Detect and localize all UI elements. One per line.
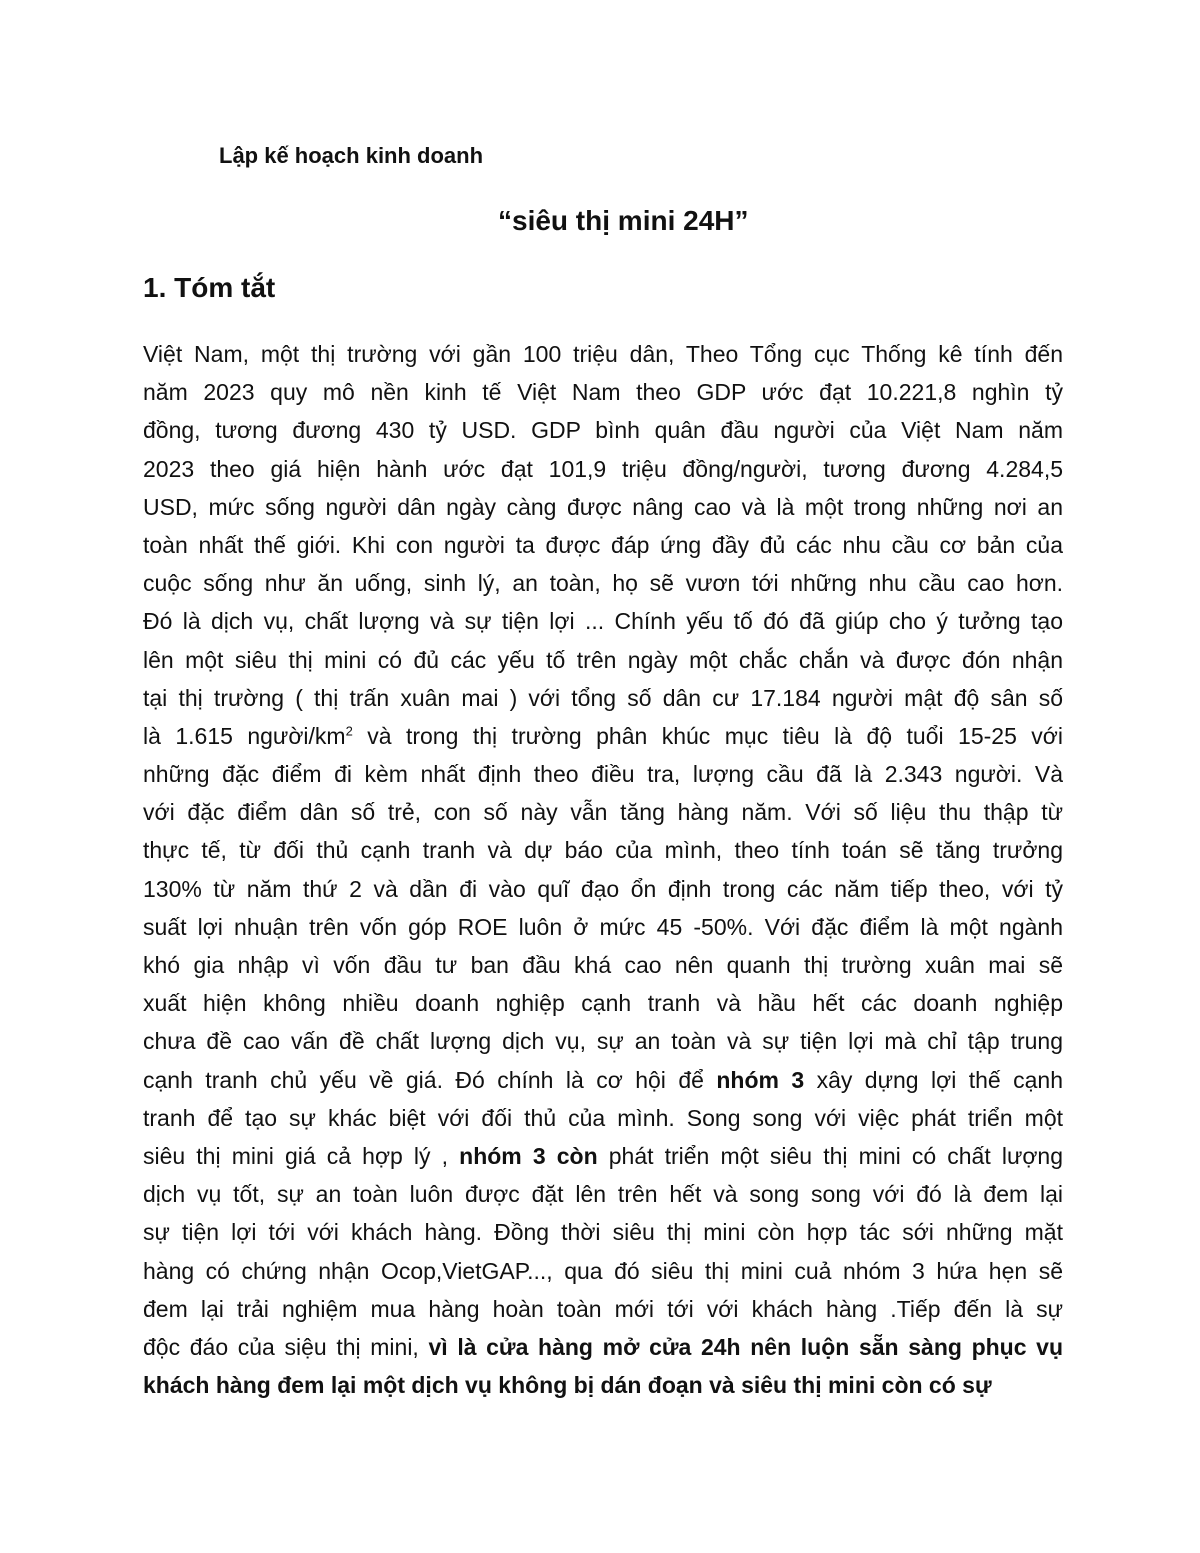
paragraph-line: [143, 908, 1063, 946]
text-run: là 1.615 người/km: [143, 722, 346, 749]
text-run: phát triển một siêu thị mini có chất lượng: [597, 1142, 1063, 1169]
text-run: Việt Nam, một thị trường với gần 100 triệu dân, Theo Tổng cục Thống kê tính đến: [143, 341, 1063, 367]
paragraph-line: [143, 793, 1063, 831]
text-run: năm 2023 quy mô nền kinh tế Việt Nam theo GDP ước đạt 10.221,8 nghìn tỷ: [143, 379, 1063, 406]
paragraph-line: [143, 1213, 1063, 1251]
text-run: xuất hiện không nhiều doanh nghiệp cạnh tranh và hầu hết các doanh nghiệp: [143, 990, 1063, 1017]
text-run: 2023 theo giá hiện hành ước đạt 101,9 triệu đồng/người, tương đương 4.284,5: [143, 455, 1063, 482]
paragraph-line: [143, 335, 1063, 373]
paragraph-line: [143, 526, 1063, 564]
text-run: khó gia nhập vì vốn đầu tư ban đầu khá cao nên quanh thị trường xuân mai sẽ: [143, 952, 1063, 978]
text-run: toàn nhất thế giới. Khi con người ta được đáp ứng đầy đủ các nhu cầu cơ bản của: [143, 531, 1063, 558]
paragraph-line: [143, 717, 1063, 755]
paragraph-line: [143, 450, 1063, 488]
text-run: tại thị trường ( thị trấn xuân mai ) với tổng số dân cư 17.184 người mật độ sân số: [143, 684, 1063, 711]
text-run: Đó là dịch vụ, chất lượng và sự tiện lợi ... Chính yếu tố đó đã giúp cho ý tưởng tạo: [143, 608, 1063, 635]
text-run: hàng có chứng nhận Ocop,VietGAP..., qua đó siêu thị mini cuả nhóm 3 hứa hẹn sẽ: [143, 1257, 1063, 1284]
text-run: lên một siêu thị mini có đủ các yếu tố trên ngày một chắc chắn và được đón nhận: [143, 646, 1063, 673]
text-run: và trong thị trường phân khúc mục tiêu là độ tuổi 15-25 với: [352, 722, 1063, 749]
paragraph-line: [143, 831, 1063, 869]
text-run: tranh để tạo sự khác biệt với đối thủ của mình. Song song với việc phát triển một: [143, 1104, 1063, 1131]
text-run: đem lại trải nghiệm mua hàng hoàn toàn mới tới với khách hàng .Tiếp đến là sự: [143, 1295, 1063, 1322]
document-title: Lập kế hoạch kinh doanh: [219, 143, 484, 168]
text-run: đồng, tương đương 430 tỷ USD. GDP bình quân đầu người của Việt Nam năm: [143, 417, 1063, 444]
text-run: 130% từ năm thứ 2 và dần đi vào quĩ đạo ổn định trong các năm tiếp theo, với tỷ: [143, 875, 1063, 902]
text-run: chưa đề cao vấn đề chất lượng dịch vụ, sự an toàn và sự tiện lợi mà chỉ tập trung: [143, 1028, 1063, 1055]
paragraph-line: [143, 1290, 1063, 1328]
text-run: độc đáo của siệu thị mini,: [143, 1333, 429, 1360]
paragraph-line: [143, 1061, 1063, 1099]
paragraph-line: [143, 679, 1063, 717]
paragraph-line: [143, 1137, 1063, 1175]
paragraph-line: [143, 946, 1063, 984]
paragraph-line: [143, 373, 1063, 411]
bold-text: nhóm 3: [716, 1066, 805, 1093]
text-run: sự tiện lợi tới với khách hàng. Đồng thời siêu thị mini còn hợp tác sới những mặt: [143, 1219, 1063, 1246]
text-run: với đặc điểm dân số trẻ, con số này vẫn tăng hàng năm. Với số liệu thu thập từ: [143, 799, 1063, 826]
paragraph-line: [143, 1366, 1063, 1404]
text-run: thực tế, từ đối thủ cạnh tranh và dự báo của mình, theo tính toán sẽ tăng trưởng: [143, 837, 1063, 864]
section-heading: 1. Tóm tắt: [143, 272, 276, 303]
text-run: cuộc sống như ăn uống, sinh lý, an toàn, họ sẽ vươn tới những nhu cầu cao hơn.: [143, 570, 1063, 597]
bold-text: vì là cửa hàng mở cửa 24h nên luộn sẵn sàng phục vụ: [428, 1333, 1063, 1360]
paragraph-line: [143, 641, 1063, 679]
text-run: xây dựng lợi thế cạnh: [804, 1066, 1063, 1093]
paragraph-line: [143, 870, 1063, 908]
bold-text: nhóm 3 còn: [459, 1142, 598, 1169]
paragraph-line: [143, 1022, 1063, 1060]
text-run: USD, mức sống người dân ngày càng được nâng cao và là một trong những nơi an: [143, 493, 1063, 520]
paragraph-line: [143, 984, 1063, 1022]
paragraph-line: [143, 755, 1063, 793]
text-run: cạnh tranh chủ yếu về giá. Đó chính là cơ hội để: [143, 1066, 717, 1093]
text-run: suất lợi nhuận trên vốn góp ROE luôn ở mức 45 -50%. Với đặc điểm là một ngành: [143, 913, 1063, 940]
bold-text: khách hàng đem lại một dịch vụ không bị dán đoạn và siêu thị mini còn có sự: [143, 1372, 992, 1399]
text-run: dịch vụ tốt, sự an toàn luôn được đặt lên trên hết và song song với đó là đem lại: [143, 1181, 1063, 1208]
paragraph-line: [143, 1252, 1063, 1290]
paragraph-line: [143, 1175, 1063, 1213]
text-run: siêu thị mini giá cả hợp lý ,: [143, 1142, 460, 1169]
superscript: 2: [345, 723, 353, 739]
section-body: [143, 335, 1063, 1404]
paragraph-line: [143, 1328, 1063, 1366]
text-run: những đặc điểm đi kèm nhất định theo điều tra, lượng cầu đã là 2.343 người. Và: [143, 761, 1063, 788]
document-subtitle: “siêu thị mini 24H”: [498, 205, 749, 236]
paragraph-line: [143, 602, 1063, 640]
paragraph-line: [143, 1099, 1063, 1137]
paragraph-line: [143, 488, 1063, 526]
paragraph-line: [143, 411, 1063, 449]
paragraph-line: [143, 564, 1063, 602]
